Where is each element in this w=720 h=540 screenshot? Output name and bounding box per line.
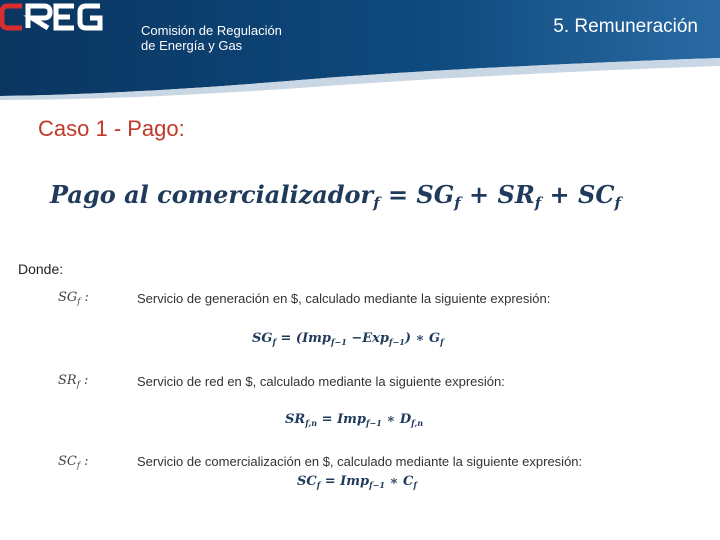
- eq-sr-imp-sub: f−1: [366, 417, 382, 428]
- eq-sc-imp: Imp: [340, 474, 370, 489]
- symbol-text: SC: [58, 454, 77, 469]
- eq-sc-imp-sub: f−1: [369, 479, 385, 490]
- definition-symbol-sc: $SC_f$ :: [58, 454, 89, 470]
- symbol-sub: f: [77, 295, 81, 306]
- definition-symbol-sg: $SG_f$ :: [58, 290, 89, 306]
- eq-sc-lhs-sub: f: [316, 479, 321, 490]
- main-eq-term-sg-sub: f: [454, 194, 461, 213]
- eq-sc-c-sub: f: [413, 479, 417, 490]
- eq-sg-g: G: [429, 331, 441, 346]
- definition-symbol-sr: $SR_f$ :: [58, 373, 89, 389]
- creg-logo: [0, 0, 104, 34]
- section-title: 5. Remuneración: [553, 16, 698, 37]
- eq-sc-c: C: [402, 474, 414, 489]
- symbol-text: SG: [58, 290, 78, 305]
- header-banner: [0, 0, 720, 100]
- eq-sr-lhs: SR: [285, 412, 306, 427]
- definition-description-sr: Servicio de red en $, calculado mediante la siguiente expresión:: [137, 374, 505, 389]
- eq-sg-imp: Imp: [302, 331, 332, 346]
- eq-sg-imp-sub: f−1: [331, 336, 347, 347]
- symbol-sub: f: [76, 378, 80, 389]
- eq-sr-imp: Imp: [337, 412, 367, 427]
- equation-sc: $SC_f = Imp_{f-1}$ ∗ $C_f$: [297, 474, 417, 490]
- definition-description-sg: Servicio de generación en $, calculado mediante la siguiente expresión:: [137, 291, 551, 306]
- eq-sr-lhs-sub: f,n: [305, 417, 318, 428]
- eq-sg-lhs-sub: f: [272, 336, 276, 347]
- main-eq-term-sg: SG: [416, 180, 455, 209]
- symbol-text: SR: [58, 373, 77, 388]
- eq-sr-d-sub: f,n: [411, 417, 424, 428]
- org-line-2: de Energía y Gas: [141, 38, 243, 53]
- main-eq-term-sc: SC: [578, 180, 615, 209]
- equation-sg: $SG_f = (Imp_{f-1} -Exp_{f-1})$ ∗ $G_f$: [252, 331, 444, 347]
- main-eq-lhs-sub: f: [373, 194, 380, 213]
- main-eq-term-sr-sub: f: [534, 194, 542, 213]
- definition-description-sc: Servicio de comercialización en $, calculado mediante la siguiente expresión:: [137, 454, 583, 469]
- eq-sg-exp: Exp: [362, 331, 389, 346]
- main-eq-lhs: Pago al comercializador: [50, 180, 374, 209]
- equation-sr: $SR_{f,n} = Imp_{f-1}$ ∗ $D_{f,n}$: [285, 412, 424, 428]
- eq-sr-d: D: [399, 412, 412, 427]
- header-background: [0, 0, 720, 100]
- symbol-sub: f: [76, 459, 80, 470]
- main-equation: Pago al comercializador$_f$ = $SG_f + SR_f + SC_f$: [50, 180, 621, 213]
- eq-sc-lhs: SC: [297, 474, 317, 489]
- organization-name: [141, 23, 282, 53]
- donde-label: Donde:: [18, 261, 64, 277]
- eq-sg-lhs: SG: [252, 331, 273, 346]
- eq-sg-g-sub: f: [440, 336, 444, 347]
- case-title: Caso 1 - Pago:: [38, 116, 185, 141]
- org-line-1: Comisión de Regulación: [141, 23, 282, 38]
- main-eq-term-sr: SR: [497, 180, 535, 209]
- main-eq-term-sc-sub: f: [614, 194, 621, 213]
- eq-sg-exp-sub: f−1: [389, 336, 405, 347]
